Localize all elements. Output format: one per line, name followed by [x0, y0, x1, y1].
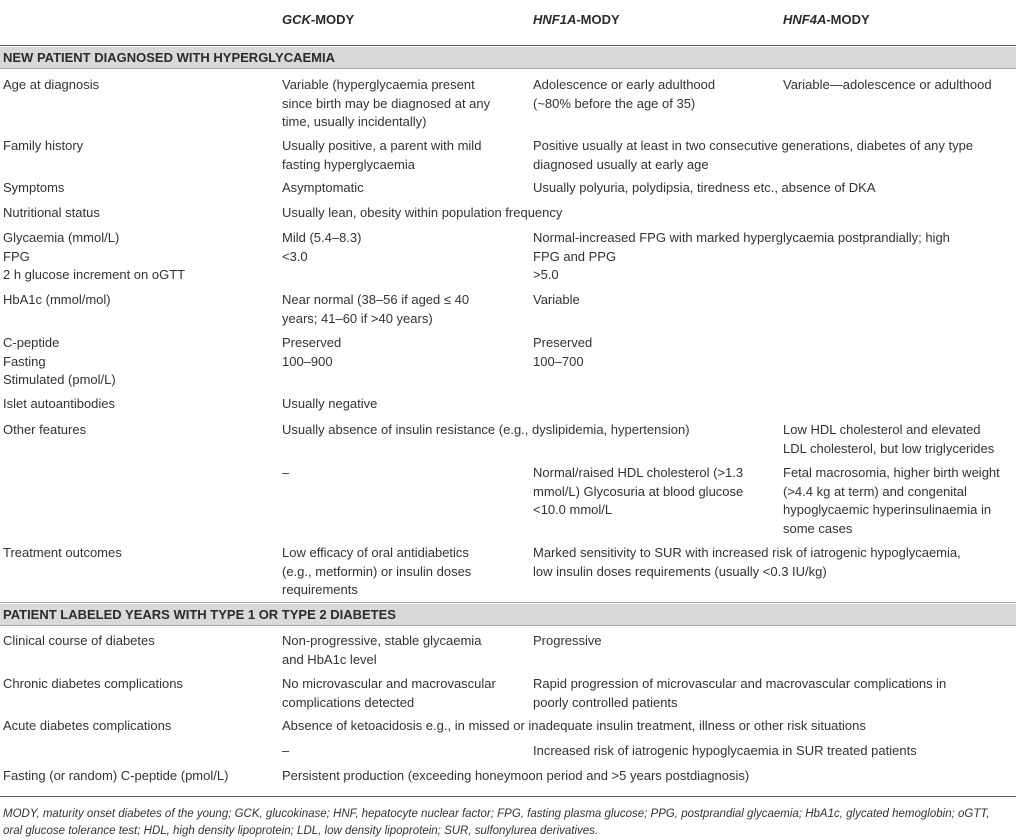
header-hnf1a: HNF1A-MODY — [533, 12, 620, 27]
rule-header — [0, 45, 1016, 46]
rule-section-1 — [0, 68, 1016, 69]
cell-gck: No microvascular and macrovascular complications detected — [282, 676, 496, 710]
row-label: Acute diabetes complications — [3, 718, 172, 733]
cell-hnf: Normal-increased FPG with marked hyperglycaemia postprandially; high FPG and PPG >5.0 — [533, 230, 950, 282]
section-labeled-patient: PATIENT LABELED YEARS WITH TYPE 1 OR TYPE 2 DIABETES — [0, 604, 1016, 625]
cell-hnf: Progressive — [533, 633, 602, 648]
cell-hnf: Marked sensitivity to SUR with increased risk of iatrogenic hypoglycaemia, low insulin doses requirements (usually <0.3 IU/kg) — [533, 545, 961, 579]
row-label: Other features — [3, 422, 87, 437]
row-label: Glycaemia (mmol/L) FPG 2 h glucose increment on oGTT — [3, 230, 186, 282]
cell-hnf1a: Normal/raised HDL cholesterol (>1.3 mmol/L) Glycosuria at blood glucose <10.0 mmol/L — [533, 465, 744, 517]
row-label: HbA1c (mmol/mol) — [3, 292, 111, 307]
cell-gck: Mild (5.4–8.3) <3.0 — [282, 230, 362, 264]
row-label: Chronic diabetes complications — [3, 676, 183, 691]
cell-gck: Asymptomatic — [282, 180, 364, 195]
header-gck: GCK-MODY — [282, 12, 355, 27]
cell-gck: Near normal (38–56 if aged ≤ 40 years; 41–60 if >40 years) — [282, 292, 470, 326]
row-label: Islet autoantibodies — [3, 396, 116, 411]
cell-all: Persistent production (exceeding honeymoon period and >5 years postdiagnosis) — [282, 768, 750, 783]
cell-hnf4a: Fetal macrosomia, higher birth weight (>4.4 kg at term) and congenital hypoglycaemic hyperinsulinaemia in some cases — [783, 465, 1000, 536]
cell-hnf: Preserved 100–700 — [533, 335, 593, 369]
cell-gck: Variable (hyperglycaemia present since birth may be diagnosed at any time, usually incidentally) — [282, 77, 491, 129]
rule-bottom — [0, 796, 1016, 797]
row-label: Age at diagnosis — [3, 77, 100, 92]
table-footnote: MODY, maturity onset diabetes of the young; GCK, glucokinase; HNF, hepatocyte nuclear factor; FPG, fasting plasma glucose; PPG, postprandial glycaemia; HbA1c, glycated hemoglobin; oGTT, oral glucose tolerance test; HDL, high density lipoprotein; LDL, low density lipoprotein; SUR, sulfonylurea derivatives. — [3, 808, 990, 837]
cell-hnf: Rapid progression of microvascular and macrovascular complications in poorly controlled patients — [533, 676, 947, 710]
row-label: C-peptide Fasting Stimulated (pmol/L) — [3, 335, 116, 387]
cell-gck-hnf1a: Usually absence of insulin resistance (e.g., dyslipidemia, hypertension) — [282, 422, 690, 437]
cell-hnf4a: Variable—adolescence or adulthood — [783, 77, 992, 92]
row-label: Nutritional status — [3, 205, 100, 220]
section-new-patient: NEW PATIENT DIAGNOSED WITH HYPERGLYCAEMIA — [0, 47, 1016, 68]
row-label: Treatment outcomes — [3, 545, 122, 560]
cell-all: Usually negative — [282, 396, 378, 411]
header-hnf4a: HNF4A-MODY — [783, 12, 870, 27]
row-label: Symptoms — [3, 180, 65, 195]
cell-all: Usually lean, obesity within population frequency — [282, 205, 563, 220]
cell-hnf: Increased risk of iatrogenic hypoglycaemia in SUR treated patients — [533, 743, 917, 758]
cell-hnf4a: Low HDL cholesterol and elevated LDL cholesterol, but low triglycerides — [783, 422, 995, 456]
cell-hnf: Variable — [533, 292, 580, 307]
cell-all: Absence of ketoacidosis e.g., in missed or inadequate insulin treatment, illness or other risk situations — [282, 718, 866, 733]
cell-gck: – — [282, 465, 290, 480]
cell-gck: Usually positive, a parent with mild fasting hyperglycaemia — [282, 138, 482, 172]
cell-hnf1a: Adolescence or early adulthood (~80% before the age of 35) — [533, 77, 716, 111]
row-label: Fasting (or random) C-peptide (pmol/L) — [3, 768, 229, 783]
cell-gck: Low efficacy of oral antidiabetics (e.g., metformin) or insulin doses requirements — [282, 545, 472, 597]
row-label: Family history — [3, 138, 84, 153]
cell-gck: – — [282, 743, 290, 758]
row-label: Clinical course of diabetes — [3, 633, 155, 648]
rule-section-2-top — [0, 602, 1016, 603]
rule-section-2 — [0, 625, 1016, 626]
cell-hnf: Positive usually at least in two consecutive generations, diabetes of any type diagnosed usually at early age — [533, 138, 974, 172]
cell-gck: Non-progressive, stable glycaemia and HbA1c level — [282, 633, 482, 667]
cell-gck: Preserved 100–900 — [282, 335, 342, 369]
cell-hnf: Usually polyuria, polydipsia, tiredness etc., absence of DKA — [533, 180, 876, 195]
